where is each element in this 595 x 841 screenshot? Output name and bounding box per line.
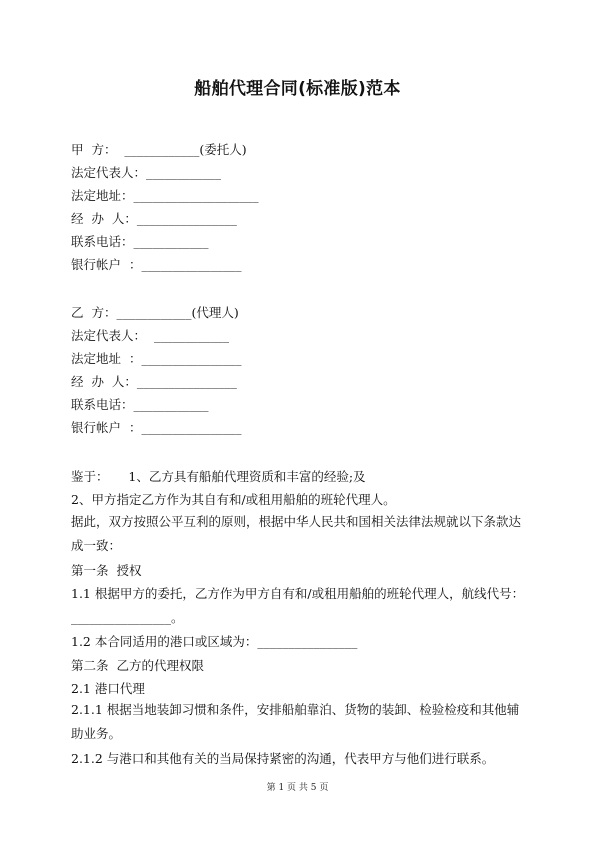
article-2-1-1: 2.1.1 根据当地装卸习惯和条件，安排船舶靠泊、货物的装卸、检验检疫和其他辅助业务。 [71, 702, 520, 741]
party-a-representative: 法定代表人：____________ [71, 165, 222, 180]
article-1-1: 1.1 根据甲方的委托，乙方作为甲方自有和/或租用船舶的班轮代理人，航线代号： [71, 586, 525, 601]
article-2-1: 2.1 港口代理 [71, 681, 145, 696]
party-b-handler: 经 办 人：________________ [71, 374, 237, 389]
article-1-heading: 第一条 授权 [71, 563, 142, 578]
article-2-heading: 第二条 乙方的代理权限 [71, 658, 204, 673]
party-b-representative: 法定代表人： ____________ [71, 328, 229, 343]
party-b-bank-account: 银行帐户 ：________________ [71, 420, 242, 435]
whereas-clause-1: 鉴于： 1、乙方具有船舶代理资质和丰富的经验;及 [71, 469, 366, 484]
whereas-clause-2: 2、甲方指定乙方作为其自有和/或租用船舶的班轮代理人。 [71, 492, 396, 507]
party-a-phone: 联系电话：____________ [71, 234, 209, 249]
party-b-phone: 联系电话：____________ [71, 397, 209, 412]
party-a-address: 法定地址：____________________ [71, 188, 259, 203]
party-a-handler: 经 办 人：________________ [71, 211, 237, 226]
article-2-1-2: 2.1.2 与港口和其他有关的当局保持紧密的沟通，代表甲方与他们进行联系。 [71, 751, 495, 766]
document-title: 船舶代理合同(标准版)范本 [194, 79, 401, 99]
article-1-1-continued: ________________。 [71, 610, 184, 625]
party-a-bank-account: 银行帐户 ：________________ [71, 257, 242, 272]
page-number: 第 1 页 共 5 页 [266, 783, 329, 793]
party-a-line: 甲 方： ____________(委托人) [71, 142, 247, 157]
article-1-2: 1.2 本合同适用的港口或区域为：________________ [71, 634, 358, 649]
agreement-paragraph: 据此，双方按照公平互利的原则，根据中华人民共和国相关法律法规就以下条款达成一致： [71, 514, 522, 553]
party-b-address: 法定地址 ：________________ [71, 351, 242, 366]
party-b-line: 乙 方：____________(代理人) [71, 305, 239, 320]
